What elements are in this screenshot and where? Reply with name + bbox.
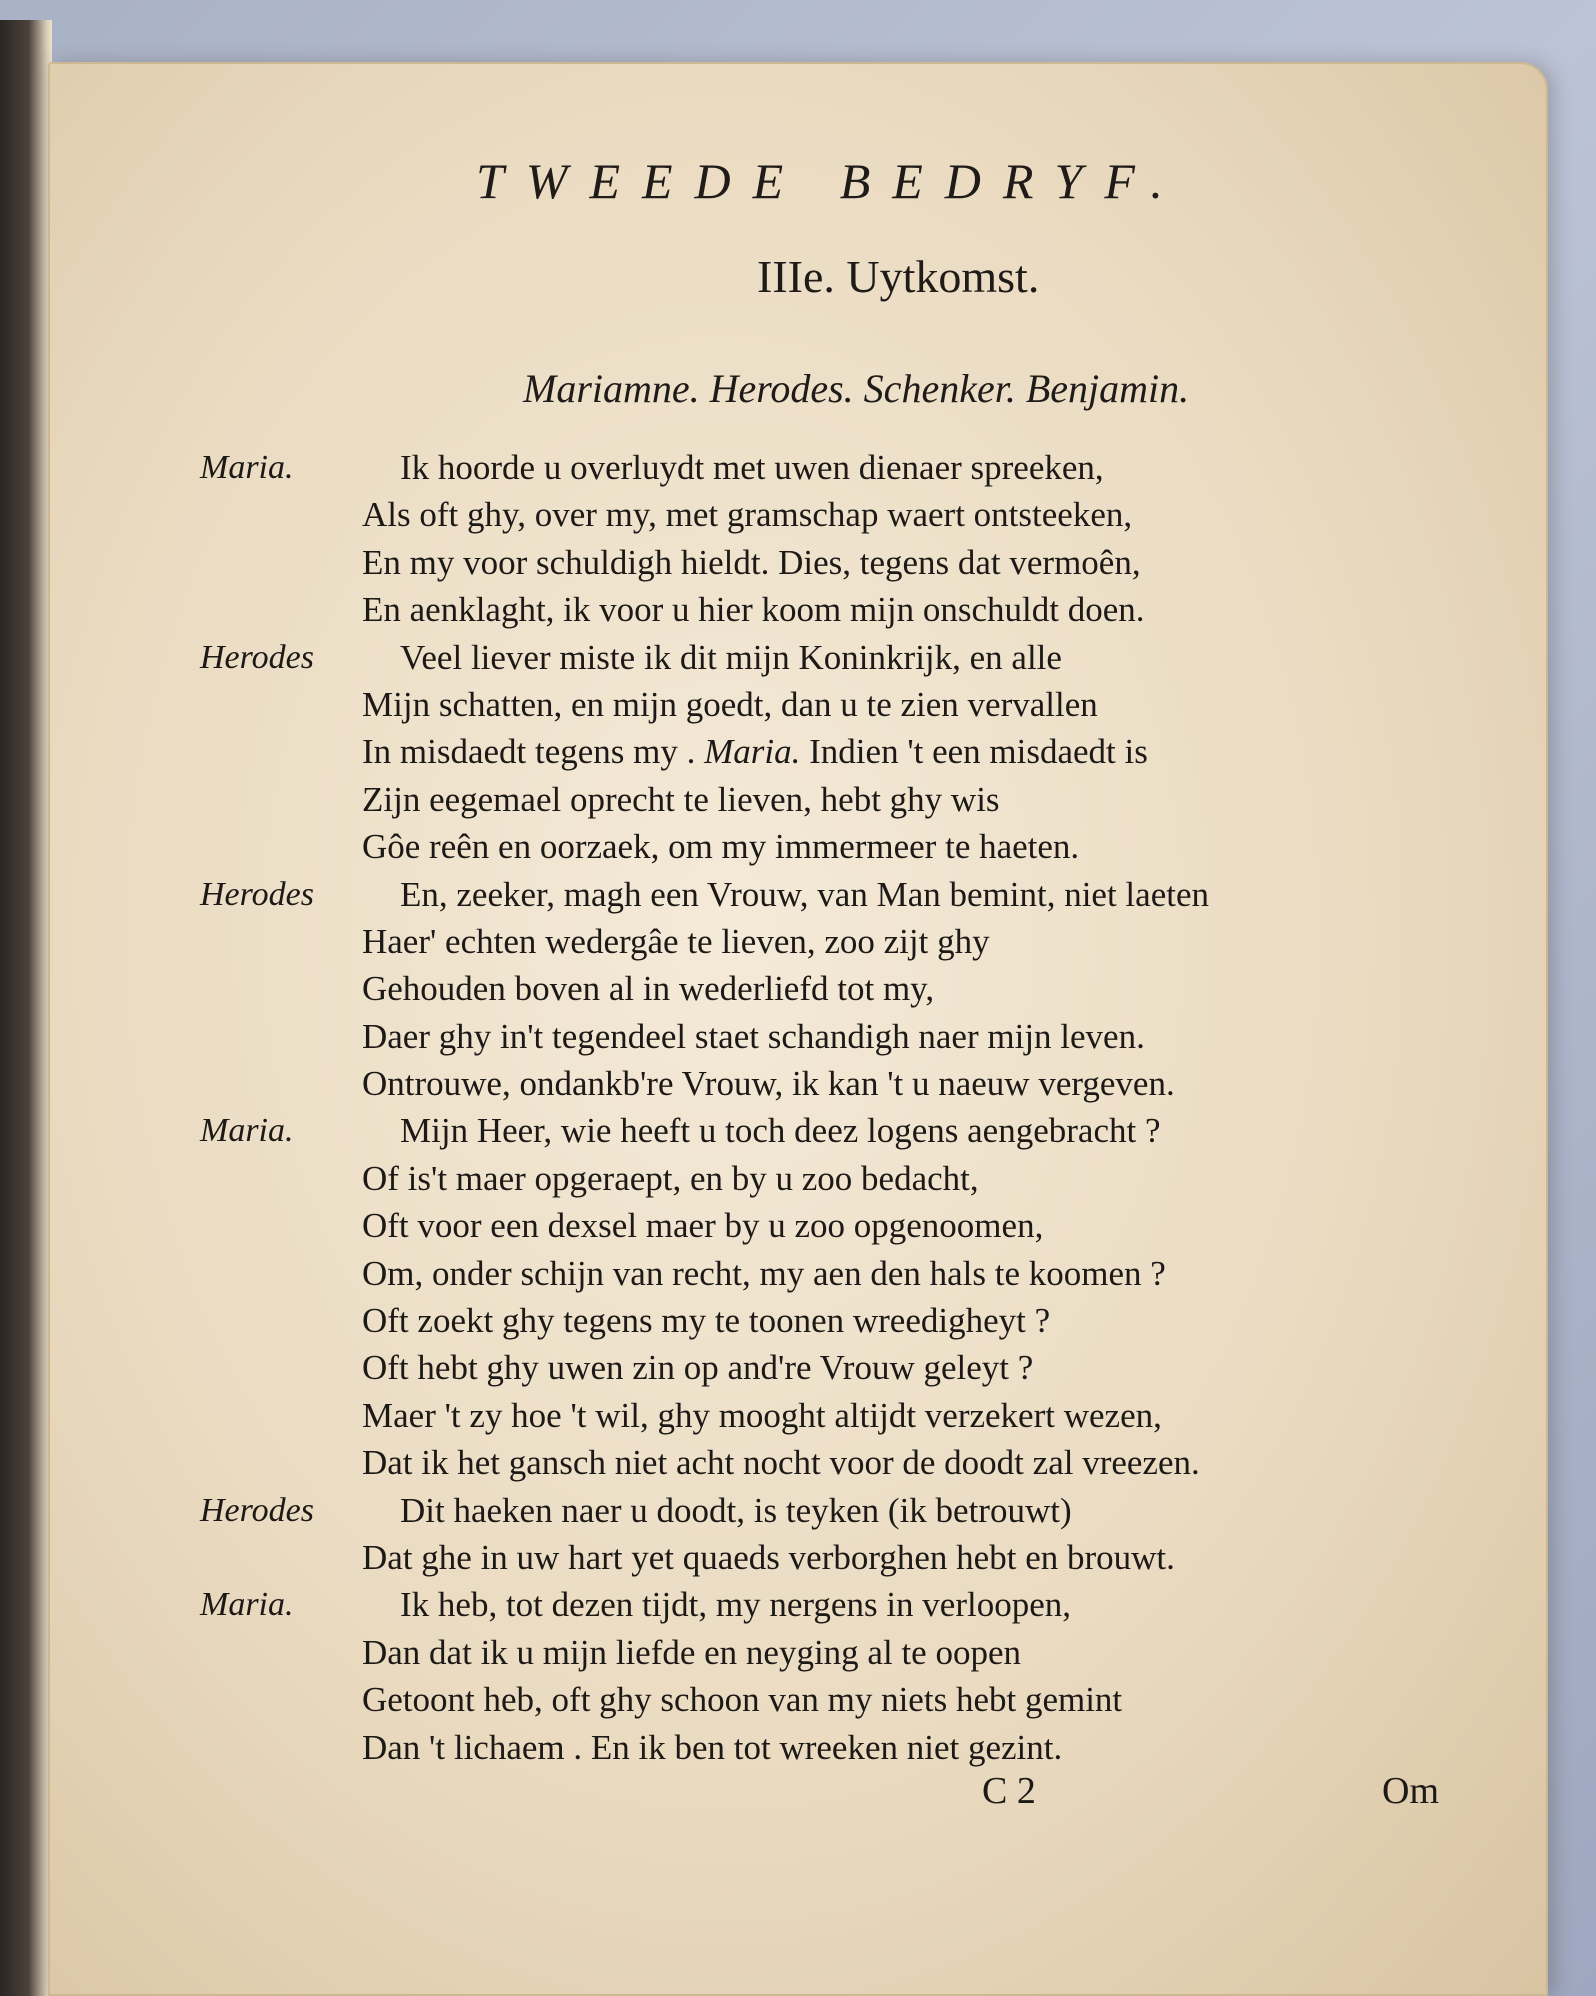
verse-text-part: Haer' echten wedergâe te lieven, zoo zijt ghy <box>362 921 990 961</box>
verse-block <box>200 444 1460 1771</box>
verse-text-part: Dat ghe in uw hart yet quaeds verborghen hebt en brouwt. <box>362 1537 1175 1577</box>
verse-text <box>400 444 1104 491</box>
verse-line <box>200 1155 1460 1202</box>
verse-line <box>200 776 1460 823</box>
verse-text-part: In misdaedt tegens my . <box>362 732 696 772</box>
verse-text-part: Maer 't zy hoe 't wil, ghy mooght altijdt verzekert wezen, <box>362 1395 1162 1435</box>
verse-text <box>362 1344 1033 1391</box>
verse-line <box>200 1487 1460 1534</box>
signature-mark: C 2 <box>982 1770 1036 1812</box>
verse-text-part: Dat ik het gansch niet acht nocht voor de doodt zal vreezen. <box>362 1443 1200 1483</box>
verse-text-part: Dan dat ik u mijn liefde en neyging al te oopen <box>362 1632 1021 1672</box>
verse-line <box>200 1724 1460 1771</box>
verse-line <box>200 918 1460 965</box>
verse-text <box>362 1297 1050 1344</box>
verse-text-part: En my voor schuldigh hieldt. Dies, tegens dat vermoên, <box>362 542 1141 582</box>
verse-text <box>362 539 1141 586</box>
verse-text <box>362 1629 1021 1676</box>
verse-line <box>200 586 1460 633</box>
verse-text-part: Dan 't lichaem . En ik ben tot wreeken niet gezint. <box>362 1727 1063 1767</box>
verse-line <box>200 1392 1460 1439</box>
speaker-name: Herodes <box>200 1491 314 1529</box>
verse-line <box>200 1439 1460 1486</box>
verse-line <box>200 965 1460 1012</box>
verse-line <box>200 539 1460 586</box>
verse-text <box>400 871 1209 918</box>
verse-text <box>362 586 1145 633</box>
verse-text <box>362 918 990 965</box>
verse-text <box>400 1487 1072 1534</box>
catchword: Om <box>1382 1770 1439 1812</box>
verse-text <box>362 1250 1166 1297</box>
verse-text-part: Mijn schatten, en mijn goedt, dan u te zien vervallen <box>362 684 1098 724</box>
verse-text-part: Ontrouwe, ondankb're Vrouw, ik kan 't u naeuw vergeven. <box>362 1064 1175 1104</box>
verse-text-part: Om, onder schijn van recht, my aen den hals te koomen ? <box>362 1253 1166 1293</box>
verse-text <box>362 1534 1175 1581</box>
speaker-name: Maria. <box>200 1112 294 1150</box>
verse-text-part: Ik hoorde u overluydt met uwen dienaer spreeken, <box>400 448 1104 487</box>
verse-text-part: Getoont heb, oft ghy schoon van my niets hebt gemint <box>362 1680 1123 1720</box>
verse-line <box>200 1013 1460 1060</box>
verse-text <box>362 1060 1175 1107</box>
verse-text <box>362 1392 1162 1439</box>
verse-text-part: Daer ghy in't tegendeel staet schandigh naer mijn leven. <box>362 1016 1145 1056</box>
speaker-name: Maria. <box>200 449 294 486</box>
verse-text-part: Oft hebt ghy uwen zin op and're Vrouw geleyt ? <box>362 1348 1034 1388</box>
verse-text-part: Oft zoekt ghy tegens my te toonen wreedigheyt ? <box>362 1301 1051 1341</box>
verse-line <box>200 728 1460 775</box>
verse-line <box>200 1060 1460 1107</box>
speaker-name: Herodes <box>200 875 314 913</box>
verse-text-part: Of is't maer opgeraept, en by u zoo bedacht, <box>362 1158 979 1198</box>
book-binding-edge <box>0 20 52 1996</box>
verse-text <box>362 965 934 1012</box>
verse-text <box>362 491 1132 538</box>
verse-line <box>200 491 1460 538</box>
verse-line <box>200 823 1460 870</box>
verse-text <box>362 776 1000 823</box>
verse-line <box>200 1581 1460 1628</box>
verse-text-part: Zijn eegemael oprecht te lieven, hebt ghy wis <box>362 779 1000 819</box>
verse-text <box>400 1107 1160 1154</box>
verse-text-part: Als oft ghy, over my, met gramschap waert ontsteeken, <box>362 495 1133 535</box>
scene-title: IIIe. Uytkomst. <box>757 251 1040 302</box>
verse-text <box>400 1581 1071 1628</box>
verse-text-part: Veel liever miste ik dit mijn Koninkrijk, en alle <box>400 637 1062 677</box>
verse-text <box>362 1439 1200 1486</box>
verse-line <box>200 634 1460 681</box>
verse-text <box>362 1202 1043 1249</box>
verse-text-part: Ik heb, tot dezen tijdt, my nergens in verloopen, <box>400 1585 1071 1625</box>
verse-line <box>200 1202 1460 1249</box>
verse-line <box>200 681 1460 728</box>
verse-line <box>200 1297 1460 1344</box>
verse-text <box>362 681 1098 728</box>
verse-text <box>362 1676 1122 1723</box>
verse-text <box>362 1724 1062 1771</box>
verse-text-part: En, zeeker, magh een Vrouw, van Man bemint, niet laeten <box>400 874 1209 914</box>
verse-text-part: Indien 't een misdaedt is <box>809 732 1148 772</box>
verse-text <box>400 634 1062 681</box>
verse-text <box>362 823 1079 870</box>
speaker-name: Maria. <box>200 1586 294 1624</box>
verse-line <box>200 871 1460 918</box>
verse-line <box>200 444 1460 491</box>
verse-line <box>200 1344 1460 1391</box>
verse-text <box>362 1155 979 1202</box>
running-head: TWEEDE BEDRYF. <box>476 153 1185 209</box>
verse-line <box>200 1534 1460 1581</box>
verse-line <box>200 1107 1460 1154</box>
inline-speaker-name: Maria. <box>704 732 801 772</box>
verse-text-part: Dit haeken naer u doodt, is teyken (ik betrouwt) <box>400 1490 1072 1530</box>
dramatis-personae: Mariamne. Herodes. Schenker. Benjamin. <box>523 366 1190 411</box>
verse-text <box>362 1013 1145 1060</box>
verse-line <box>200 1676 1460 1723</box>
verse-text-part: En aenklaght, ik voor u hier koom mijn onschuldt doen. <box>362 590 1145 630</box>
speaker-name: Herodes <box>200 638 314 676</box>
verse-text-part: Mijn Heer, wie heeft u toch deez logens aengebracht ? <box>400 1111 1161 1151</box>
verse-line <box>200 1629 1460 1676</box>
verse-text-part: Gôe reên en oorzaek, om my immermeer te haeten. <box>362 827 1080 867</box>
verse-text <box>362 728 1148 775</box>
verse-text-part: Gehouden boven al in wederliefd tot my, <box>362 969 935 1009</box>
verse-text-part: Oft voor een dexsel maer by u zoo opgenoomen, <box>362 1206 1044 1246</box>
verse-line <box>200 1250 1460 1297</box>
